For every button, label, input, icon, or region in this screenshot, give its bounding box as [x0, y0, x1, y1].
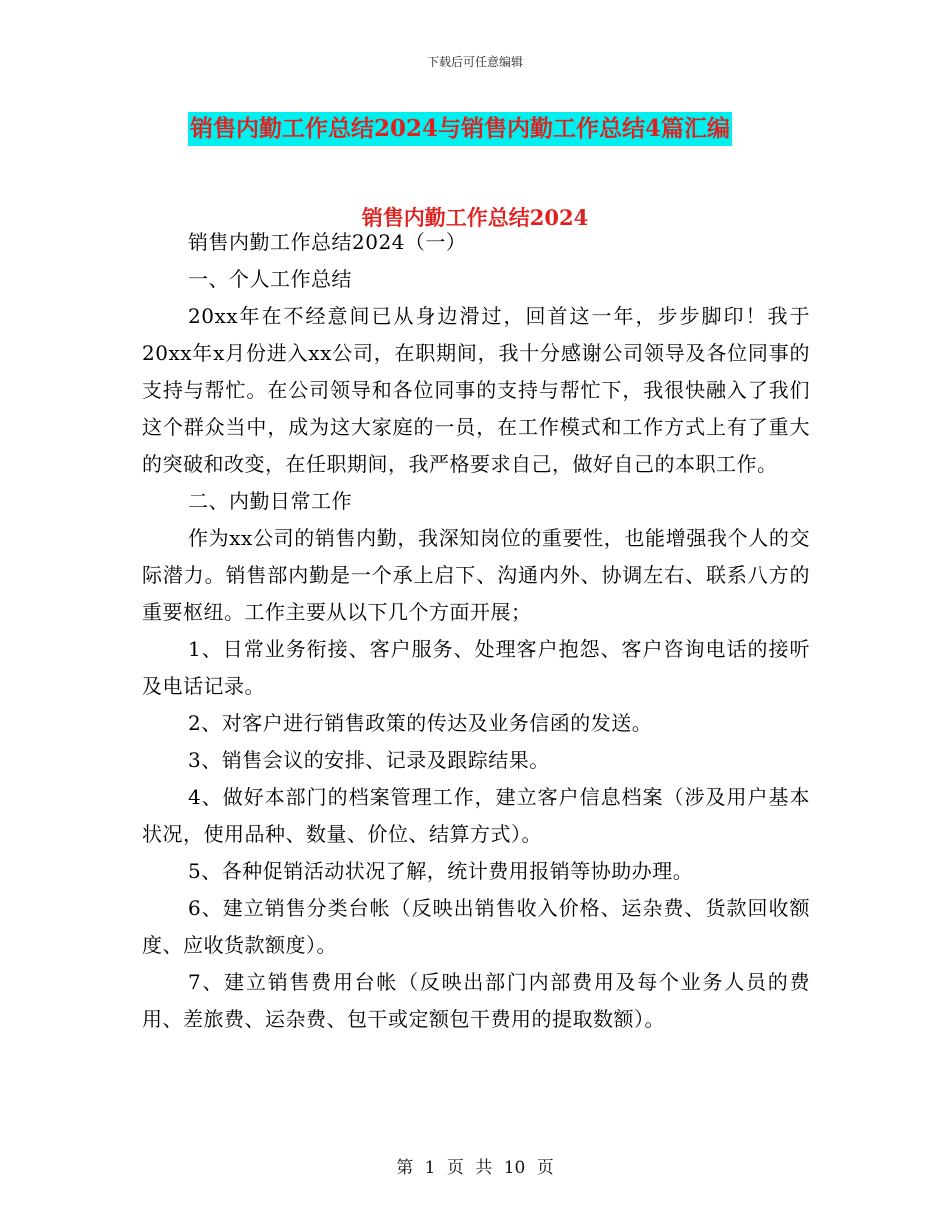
page-number-footer: 第 1 页 共 10 页	[396, 1158, 554, 1178]
list-item-2: 2、对客户进行销售政策的传达及业务信函的发送。	[188, 711, 653, 735]
paragraph-subtitle: 销售内勤工作总结2024（一）	[188, 230, 467, 254]
list-item-7: 7、建立销售费用台帐（反映出部门内部费用及每个业务人员的费用、差旅费、运杂费、包干或定额包干费用的提取数额）。	[142, 970, 810, 1031]
list-item-1: 1、日常业务衔接、客户服务、处理客户抱怨、客户咨询电话的接听及电话记录。	[142, 637, 810, 698]
paragraph-heading-personal-summary: 一、个人工作总结	[188, 267, 352, 291]
section-title: 销售内勤工作总结2024	[361, 205, 589, 230]
list-item-3: 3、销售会议的安排、记录及跟踪结果。	[188, 748, 550, 772]
list-item-4: 4、做好本部门的档案管理工作，建立客户信息档案（涉及用户基本状况，使用品种、数量、价位、结算方式）。	[142, 785, 810, 846]
paragraph-personal-summary: 20xx年在不经意间已从身边滑过，回首这一年，步步脚印！我于20xx年x月份进入xx公司，在职期间，我十分感谢公司领导及各位同事的支持与帮忙。在公司领导和各位同事的支持与帮忙下，我很快融入了我们这个群众当中，成为这大家庭的一员，在工作模式和工作方式上有了重大的突破和改变，在任职期间，我严格要求自己，做好自己的本职工作。	[142, 304, 810, 476]
paragraph-heading-daily-work: 二、内勤日常工作	[188, 489, 352, 513]
list-item-6: 6、建立销售分类台帐（反映出销售收入价格、运杂费、货款回收额度、应收货款额度）。	[142, 896, 810, 957]
paragraph-daily-work-intro: 作为xx公司的销售内勤，我深知岗位的重要性，也能增强我个人的交际潜力。销售部内勤是一个承上启下、沟通内外、协调左右、联系八方的重要枢纽。工作主要从以下几个方面开展；	[142, 526, 810, 624]
document-main-title: 销售内勤工作总结2024与销售内勤工作总结4篇汇编	[188, 112, 732, 146]
header-note: 下载后可任意编辑	[426, 55, 523, 69]
document-body	[142, 224, 810, 1038]
list-item-5: 5、各种促销活动状况了解，统计费用报销等协助办理。	[188, 859, 694, 883]
